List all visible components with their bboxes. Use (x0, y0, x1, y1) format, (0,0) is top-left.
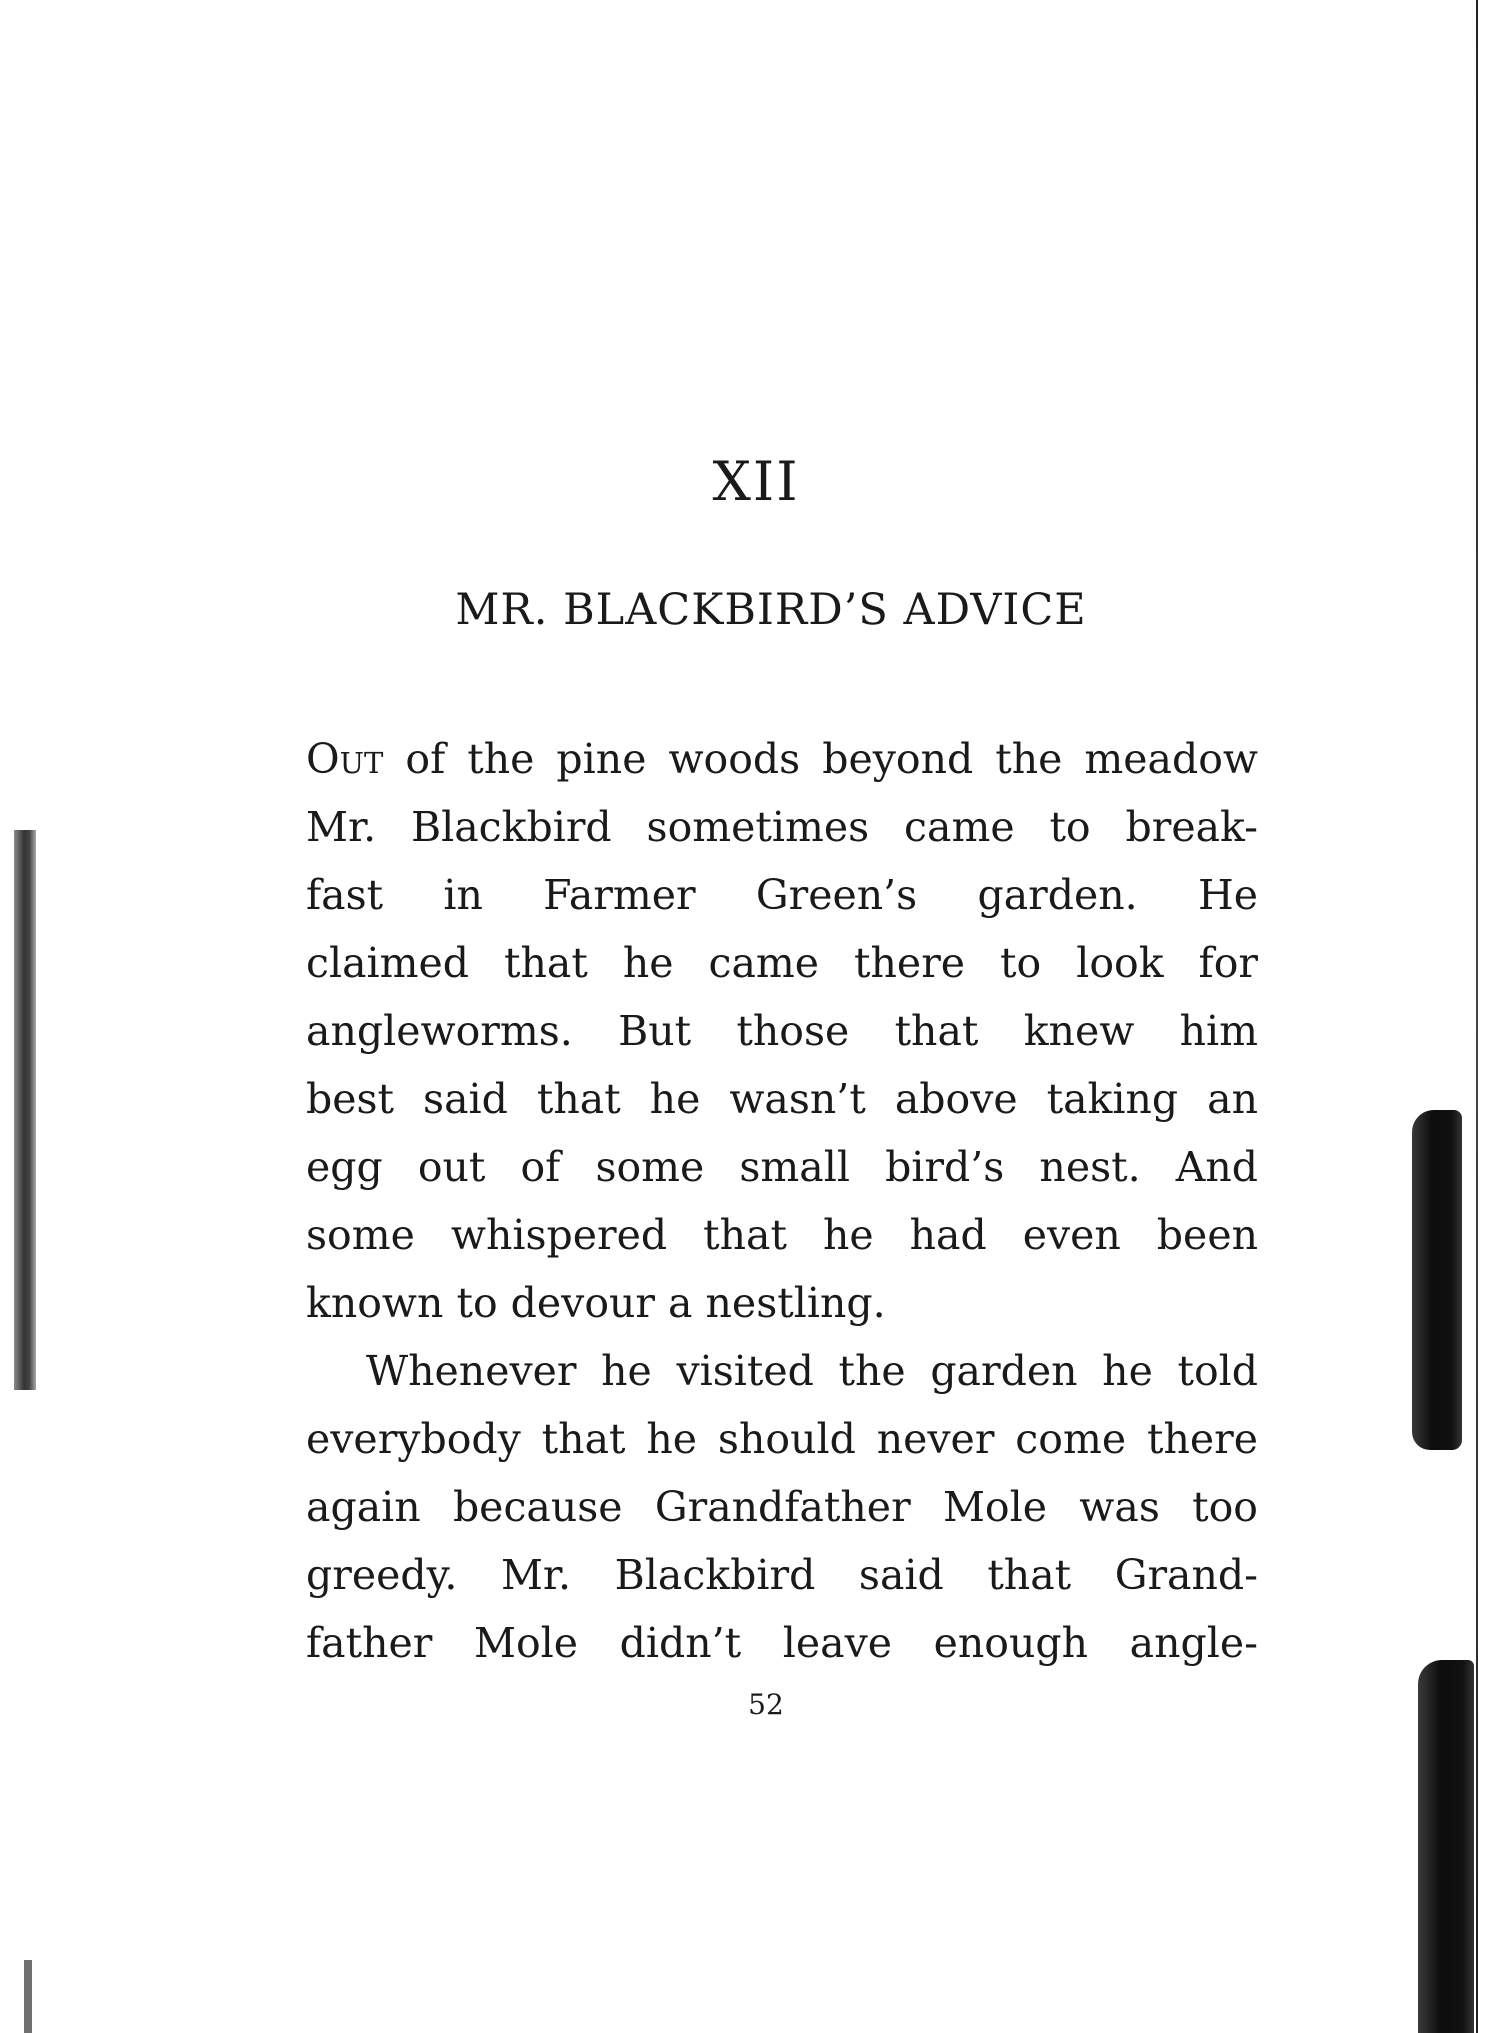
scan-mark-left-bottom (24, 1960, 32, 2033)
chapter-number: XII (712, 450, 800, 513)
chapter-title: MR. BLACKBIRD’S ADVICE (455, 585, 1087, 635)
scan-blot-right-upper (1412, 1110, 1462, 1450)
body-text (306, 725, 1258, 1677)
paragraph-1-line-1 (306, 725, 1258, 793)
paragraph-1-line-6: best said that he wasn’t above taking an (306, 1075, 1258, 1123)
paragraph-1-line-5: angleworms. But those that knew him (306, 1007, 1258, 1055)
scan-blot-left (14, 830, 36, 1390)
paragraph-1-line-2: Mr. Blackbird sometimes came to break- (306, 803, 1258, 851)
drop-smallcaps-word: Out (306, 735, 384, 783)
paragraph-1-line-9: known to devour a nestling. (306, 1279, 886, 1327)
page-number: 52 (748, 1688, 784, 1721)
paragraph-2-line-4: greedy. Mr. Blackbird said that Grand- (306, 1551, 1258, 1599)
paragraph-2-line-1: Whenever he visited the garden he told (366, 1347, 1258, 1395)
paragraph-1-line-3: fast in Farmer Green’s garden. He (306, 871, 1258, 919)
paragraph-2-line-2: everybody that he should never come there (306, 1415, 1258, 1463)
scan-edge-line (1476, 0, 1478, 2033)
line-text: of the pine woods beyond the meadow (383, 735, 1258, 783)
paragraph-2-line-5: father Mole didn’t leave enough angle- (306, 1619, 1258, 1667)
paragraph-2-line-3: again because Grandfather Mole was too (306, 1483, 1258, 1531)
paragraph-1-line-4: claimed that he came there to look for (306, 939, 1258, 987)
paragraph-1-line-7: egg out of some small bird’s nest. And (306, 1143, 1258, 1191)
paragraph-1-line-8: some whispered that he had even been (306, 1211, 1258, 1259)
